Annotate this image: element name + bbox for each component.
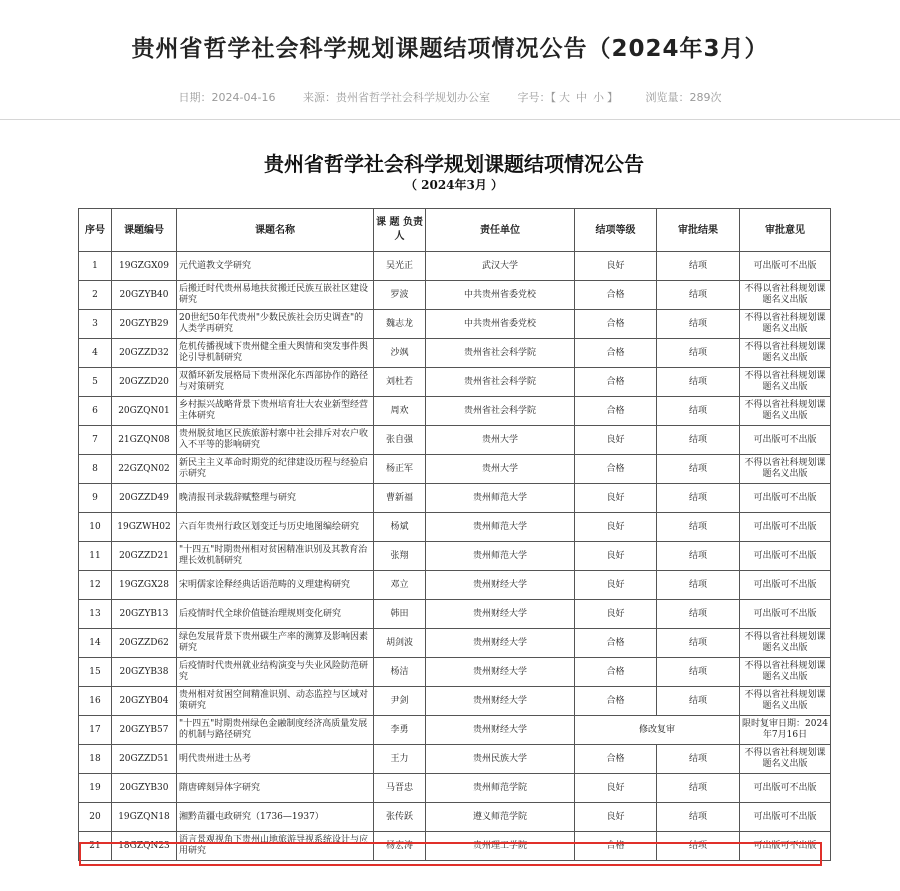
approval-opinion: 可出版可不出版 [740,774,831,803]
approval-result: 结项 [657,571,740,600]
institution: 贵州财经大学 [426,600,575,629]
table-row [79,310,831,339]
institution: 中共贵州省委党校 [426,281,575,310]
completion-grade: 合格 [575,832,657,861]
row-index: 7 [79,426,112,455]
approval-opinion: 不得以省社科规划课题名义出版 [740,629,831,658]
table-row [79,252,831,281]
approval-opinion: 可出版可不出版 [740,426,831,455]
project-title: 晚清报刊录载辞赋整理与研究 [177,484,374,513]
project-title: 后疫情时代全球价值链治理规则变化研究 [177,600,374,629]
table-row [79,397,831,426]
project-leader: 周欢 [374,397,426,426]
header-divider [0,119,900,120]
row-index: 20 [79,803,112,832]
institution: 贵州省社会科学院 [426,397,575,426]
table-row [79,629,831,658]
table-row [79,687,831,716]
row-index: 12 [79,571,112,600]
project-leader: 马晋忠 [374,774,426,803]
project-code: 20GZZD49 [112,484,177,513]
completion-grade: 良好 [575,774,657,803]
project-code: 19GZQN18 [112,803,177,832]
table-row [79,426,831,455]
document-title: 贵州省哲学社会科学规划课题结项情况公告 [264,152,644,176]
row-index: 3 [79,310,112,339]
date-meta [179,91,276,104]
institution: 贵州理工学院 [426,832,575,861]
approval-opinion: 不得以省社科规划课题名义出版 [740,687,831,716]
table-row [79,600,831,629]
font-size-open-bracket: 【 [550,91,556,104]
source-value: 贵州省哲学社会科学规划办公室 [335,91,490,104]
project-title: 六百年贵州行政区划变迁与历史地图编绘研究 [177,513,374,542]
approval-opinion: 可出版可不出版 [740,484,831,513]
project-code: 20GZZD21 [112,542,177,571]
project-title: 双循环新发展格局下贵州深化东西部协作的路径与对策研究 [177,368,374,397]
project-code: 20GZYB38 [112,658,177,687]
project-code: 20GZYB57 [112,716,177,745]
institution: 贵州财经大学 [426,629,575,658]
row-index: 8 [79,455,112,484]
project-code: 20GZQN01 [112,397,177,426]
project-leader: 张传跃 [374,803,426,832]
project-leader: 张自强 [374,426,426,455]
project-title: 后搬迁时代贵州易地扶贫搬迁民族互嵌社区建设研究 [177,281,374,310]
approval-opinion: 可出版可不出版 [740,542,831,571]
project-title: 贵州脱贫地区民族旅游村寨中社会排斥对农户收入不平等的影响研究 [177,426,374,455]
row-index: 18 [79,745,112,774]
project-code: 20GZZD20 [112,368,177,397]
project-title: 新民主主义革命时期党的纪律建设历程与经验启示研究 [177,455,374,484]
approval-result: 结项 [657,513,740,542]
page-title: 贵州省哲学社会科学规划课题结项情况公告（2024年3月） [131,36,769,62]
approval-result: 结项 [657,281,740,310]
completion-grade: 合格 [575,687,657,716]
table-row [79,658,831,687]
approval-opinion: 可出版可不出版 [740,252,831,281]
institution: 贵州大学 [426,455,575,484]
project-leader: 李勇 [374,716,426,745]
completion-grade: 良好 [575,426,657,455]
project-leader: 杨斌 [374,513,426,542]
project-code: 20GZYB04 [112,687,177,716]
project-leader: 刘杜若 [374,368,426,397]
project-leader: 尹剑 [374,687,426,716]
table-row [79,281,831,310]
project-title: "十四五"时期贵州相对贫困精准识别及其教育治理长效机制研究 [177,542,374,571]
project-code: 20GZZD51 [112,745,177,774]
row-index: 9 [79,484,112,513]
institution: 贵州师范大学 [426,542,575,571]
project-leader: 张翔 [374,542,426,571]
approval-result: 结项 [657,455,740,484]
results-table [78,208,831,861]
institution: 贵州师范大学 [426,484,575,513]
project-title: 后疫情时代贵州就业结构演变与失业风险防范研究 [177,658,374,687]
approval-opinion: 可出版可不出版 [740,513,831,542]
row-index: 5 [79,368,112,397]
institution: 贵州财经大学 [426,571,575,600]
document-subtitle: （ 2024年3月 ） [404,178,504,192]
institution: 贵州省社会科学院 [426,368,575,397]
font-size-small-button[interactable]: 小 [592,91,604,104]
project-title: 贵州相对贫困空间精准识别、动态监控与区域对策研究 [177,687,374,716]
completion-grade: 良好 [575,803,657,832]
project-title: 语言景观视角下贵州山地旅游导视系统设计与应用研究 [177,832,374,861]
project-code: 20GZZD62 [112,629,177,658]
approval-opinion: 不得以省社科规划课题名义出版 [740,745,831,774]
article-meta [0,89,900,105]
table-row [79,455,831,484]
row-index: 1 [79,252,112,281]
header-title: 课题名称 [177,209,374,252]
institution: 武汉大学 [426,252,575,281]
row-index: 4 [79,339,112,368]
institution: 遵义师范学院 [426,803,575,832]
approval-result: 结项 [657,629,740,658]
approval-opinion: 不得以省社科规划课题名义出版 [740,310,831,339]
completion-grade: 合格 [575,658,657,687]
completion-grade: 良好 [575,513,657,542]
table-row [79,542,831,571]
completion-grade: 合格 [575,368,657,397]
project-leader: 杨洁 [374,658,426,687]
institution: 贵州财经大学 [426,658,575,687]
row-index: 13 [79,600,112,629]
institution: 贵州大学 [426,426,575,455]
completion-grade: 良好 [575,542,657,571]
table-row [79,484,831,513]
project-leader: 罗波 [374,281,426,310]
project-leader: 吴光正 [374,252,426,281]
project-title: 明代贵州进士丛考 [177,745,374,774]
row-index: 6 [79,397,112,426]
table-row [79,339,831,368]
approval-opinion: 不得以省社科规划课题名义出版 [740,281,831,310]
project-title: 宋明儒家诠释经典话语范畴的义理建构研究 [177,571,374,600]
approval-result: 结项 [657,310,740,339]
header-index: 序号 [79,209,112,252]
table-header-row [79,209,831,252]
font-size-close-bracket: 】 [606,91,618,104]
completion-grade: 合格 [575,397,657,426]
completion-grade: 修改复审 [575,716,740,745]
approval-result: 结项 [657,339,740,368]
project-title: 湘黔苗疆屯政研究（1736—1937） [177,803,374,832]
project-title: 乡村振兴战略背景下贵州培育壮大农业新型经营主体研究 [177,397,374,426]
row-index: 14 [79,629,112,658]
project-code: 20GZZD32 [112,339,177,368]
row-index: 19 [79,774,112,803]
table-row [79,832,831,861]
header-institution: 责任单位 [426,209,575,252]
institution: 贵州师范大学 [426,513,575,542]
approval-result: 结项 [657,658,740,687]
header-grade: 结项等级 [575,209,657,252]
project-code: 19GZWH02 [112,513,177,542]
date-label: 日期： [178,91,212,104]
completion-grade: 良好 [575,600,657,629]
completion-grade: 合格 [575,339,657,368]
institution: 贵州省社会科学院 [426,339,575,368]
project-title: 元代道教文学研究 [177,252,374,281]
approval-opinion: 可出版可不出版 [740,600,831,629]
row-index: 21 [79,832,112,861]
approval-opinion: 不得以省社科规划课题名义出版 [740,658,831,687]
source-meta [303,91,490,104]
font-size-large-button[interactable]: 大 [558,91,570,104]
approval-result: 结项 [657,600,740,629]
project-code: 22GZQN02 [112,455,177,484]
project-leader: 王力 [374,745,426,774]
views-label: 浏览量： [645,91,690,104]
row-index: 10 [79,513,112,542]
institution: 贵州师范学院 [426,774,575,803]
header-result: 审批结果 [657,209,740,252]
project-code: 20GZYB29 [112,310,177,339]
project-leader: 邓立 [374,571,426,600]
row-index: 15 [79,658,112,687]
completion-grade: 合格 [575,629,657,658]
completion-grade: 良好 [575,571,657,600]
table-row [79,368,831,397]
project-leader: 韩田 [374,600,426,629]
approval-result: 结项 [657,426,740,455]
institution: 贵州民族大学 [426,745,575,774]
completion-grade: 良好 [575,484,657,513]
project-code: 20GZYB13 [112,600,177,629]
approval-result: 结项 [657,774,740,803]
source-label: 来源： [302,91,336,104]
institution: 贵州财经大学 [426,716,575,745]
views-meta [645,91,721,104]
project-code: 19GZGX09 [112,252,177,281]
date-value: 2024-04-16 [211,91,276,104]
project-title: 绿色发展背景下贵州碳生产率的测算及影响因素研究 [177,629,374,658]
font-size-medium-button[interactable]: 中 [575,91,587,104]
table-row [79,774,831,803]
completion-grade: 合格 [575,745,657,774]
project-code: 20GZYB40 [112,281,177,310]
project-leader: 杨正军 [374,455,426,484]
project-code: 21GZQN08 [112,426,177,455]
completion-grade: 合格 [575,281,657,310]
project-code: 19GZGX28 [112,571,177,600]
table-row [79,571,831,600]
institution: 中共贵州省委党校 [426,310,575,339]
font-size-control [517,91,618,104]
project-leader: 沙飒 [374,339,426,368]
approval-result: 结项 [657,397,740,426]
approval-opinion: 不得以省社科规划课题名义出版 [740,339,831,368]
row-index: 11 [79,542,112,571]
completion-grade: 合格 [575,310,657,339]
header-leader: 课 题 负责人 [374,209,426,252]
approval-result: 结项 [657,542,740,571]
approval-opinion: 不得以省社科规划课题名义出版 [740,397,831,426]
project-code: 20GZYB30 [112,774,177,803]
table-row [79,745,831,774]
row-index: 2 [79,281,112,310]
approval-result: 结项 [657,832,740,861]
font-size-label: 字号： [517,91,551,104]
project-leader: 曹新福 [374,484,426,513]
approval-result: 结项 [657,803,740,832]
approval-opinion: 不得以省社科规划课题名义出版 [740,368,831,397]
institution: 贵州财经大学 [426,687,575,716]
approval-result: 结项 [657,745,740,774]
header-code: 课题编号 [112,209,177,252]
project-title: 20世纪50年代贵州"少数民族社会历史调查"的人类学再研究 [177,310,374,339]
project-leader: 魏志龙 [374,310,426,339]
approval-opinion: 可出版可不出版 [740,832,831,861]
approval-result: 结项 [657,484,740,513]
project-leader: 胡剑波 [374,629,426,658]
project-title: 危机传播视域下贵州健全重大舆情和突发事件舆论引导机制研究 [177,339,374,368]
project-title: "十四五"时期贵州绿色金融制度经济高质量发展的机制与路径研究 [177,716,374,745]
approval-result: 结项 [657,368,740,397]
completion-grade: 合格 [575,455,657,484]
approval-opinion: 限时复审日期：2024年7月16日 [740,716,831,745]
approval-opinion: 可出版可不出版 [740,803,831,832]
approval-result: 结项 [657,252,740,281]
row-index: 17 [79,716,112,745]
table-row [79,716,831,745]
table-row [79,513,831,542]
approval-opinion: 不得以省社科规划课题名义出版 [740,455,831,484]
approval-result: 结项 [657,687,740,716]
approval-opinion: 可出版可不出版 [740,571,831,600]
row-index: 16 [79,687,112,716]
project-code: 18GZQN23 [112,832,177,861]
header-opinion: 审批意见 [740,209,831,252]
project-title: 隋唐碑刻异体字研究 [177,774,374,803]
project-leader: 杨宏涛 [374,832,426,861]
table-row [79,803,831,832]
completion-grade: 良好 [575,252,657,281]
views-value: 289次 [689,91,722,104]
